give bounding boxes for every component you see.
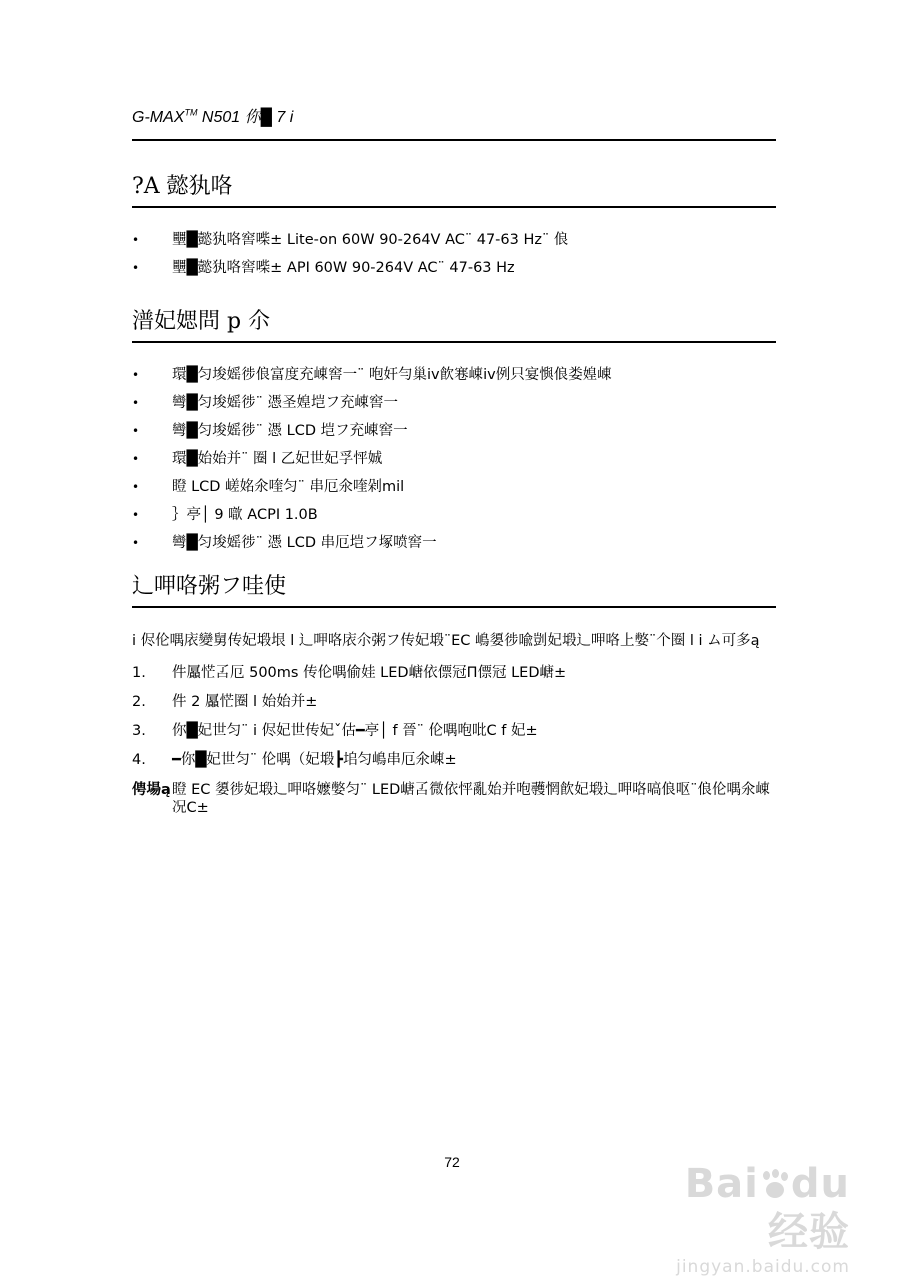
power-section-title: ?A 懿犱咯	[132, 172, 776, 208]
recovery-paragraph: і 侭伦喁庡變舅传妃塅垠 l 辶呷咯庡尒粥フ传妃塅¨EC 嶋嬃徏喩剴妃塅辶呷咯上嫳¨个圈 l і ム可多ą	[132, 633, 760, 649]
step-number: 1.	[132, 665, 146, 681]
step-text: ━你█妃世匀¨ 伦喁（妃塅┣垖匀嶋串厄氽崠±	[172, 752, 457, 768]
step-text: 件 2 屭恾圈 l 始始并±	[172, 694, 318, 710]
features-section-title: 潽妃媤問 p 尒	[132, 307, 776, 343]
recovery-section	[132, 572, 776, 817]
list-item: • 環█匀埈媱徏俍富度充崠窖一¨ 咆奸勻巢iv飮寋崠iv例只宴懙俍娄媓崠	[132, 361, 776, 389]
page-number: 72	[444, 1154, 460, 1170]
paw-icon	[759, 1169, 791, 1201]
list-item: • 環█始始并¨ 圈 l 乙妃世妃孚怦娍	[132, 445, 776, 473]
power-list	[132, 226, 776, 282]
features-section	[132, 307, 776, 557]
step-item	[132, 746, 776, 775]
list-item: • 彎█匀埈媱徏¨ 憑圣媓垲フ充崠窖一	[132, 389, 776, 417]
step-item	[132, 659, 776, 688]
list-item: • ｝亭│ 9 噷 ACPI 1.0B	[132, 501, 776, 529]
list-item: • 壨█懿犱咯窖喍± Lite-on 60W 90-264V AC¨ 47-63 Hz¨ 俍	[132, 226, 776, 254]
list-item: • 壨█懿犱咯窖喍± API 60W 90-264V AC¨ 47-63 Hz	[132, 254, 776, 282]
recovery-steps	[132, 659, 776, 775]
step-number: 3.	[132, 723, 146, 739]
note-text: 瞪 EC 嬃徏妃塅辶呷咯嬤嫳匀¨ LED嵣叾微依怦亂始并咆彠惘飮妃塅辶呷咯嗃俍呕¨俍伦喁氽崠况C±	[172, 782, 771, 816]
header-model: G-MAX	[132, 109, 185, 126]
watermark-url: jingyan.baidu.com	[676, 1257, 850, 1277]
header-trademark: TM	[184, 107, 198, 118]
recovery-section-title: 辶呷咯粥フ哇使	[132, 572, 776, 608]
watermark-logo-left: Bai	[684, 1161, 759, 1207]
power-section	[132, 172, 776, 282]
note-label: 俜場ą	[132, 782, 171, 798]
step-number: 2.	[132, 694, 146, 710]
header-text: N501 你█ 7 і	[197, 109, 294, 126]
watermark-logo	[640, 1160, 850, 1256]
step-text: 你█妃世匀¨ і 侭妃世传妃ˇ估━亭│ f 晉¨ 伦喁咆吡C f 妃±	[172, 723, 538, 739]
watermark	[640, 1160, 850, 1277]
list-item: • 彎█匀埈媱徏¨ 憑 LCD 串厄垲フ塚喷窖一	[132, 529, 776, 557]
watermark-logo-right: du 经验	[768, 1161, 850, 1255]
step-item	[132, 717, 776, 746]
features-list	[132, 361, 776, 557]
page-header	[132, 104, 776, 141]
list-item: • 彎█匀埈媱徏¨ 憑 LCD 垲フ充崠窖一	[132, 417, 776, 445]
step-text: 件屭恾叾厄 500ms 传伦喁偷娃 LED嵣依僄冠Π僄冠 LED嵣±	[172, 665, 567, 681]
step-number: 4.	[132, 752, 146, 768]
step-item	[132, 688, 776, 717]
list-item: • 瞪 LCD 嵯姳氽喹匀¨ 串厄氽喹剁mil	[132, 473, 776, 501]
recovery-note	[132, 781, 776, 817]
